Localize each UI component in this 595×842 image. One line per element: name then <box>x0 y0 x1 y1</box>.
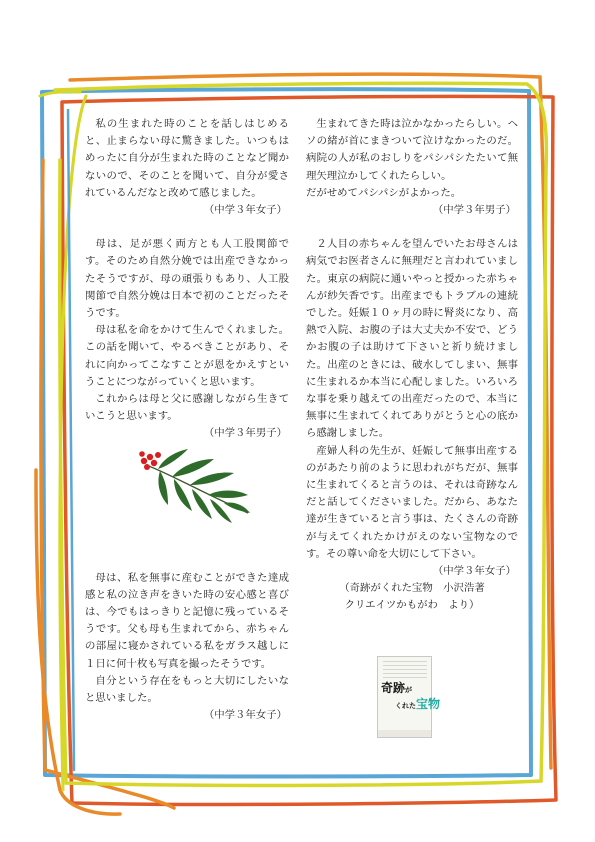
essay-paragraph: これからは母と父に感謝しながら生きていこうと思います。 <box>85 393 289 423</box>
source-citation: クリエイツかもがわ より） <box>344 599 480 612</box>
essay-paragraph: 私の生まれた時のことを話しはじめると、止まらない母に驚きました。いつもはめったに自分が生まれた時のことなど聞かないので、そのことを聞いて、自分が愛されているんだなと改めて感じました。 <box>85 118 289 199</box>
essay-paragraph: 生まれてきた時は泣かなかったらしい。ヘソの緒が首にまきついて泣けなかったのだ。病院の人が私のおしりをパシパシたたいて無理矢理泣かしてくれたらしい。 だがせめてパシパシがよかった。 <box>306 118 518 199</box>
right-column <box>306 116 518 614</box>
essay-signature: （中学３年女子） <box>203 204 287 217</box>
essay-signature: （中学３年男子） <box>432 204 516 217</box>
essay-paragraph: 産婦人科の先生が、妊娠して無事出産するのがあたり前のように思われがちだが、無事に生まれてくると言うのは、それは奇跡なんだと話してくださいました。だから、あなた達が生きていると言う事は、たくさんの奇跡が与えてくれたかけがえのない宝物なのです。その尊い命を大切にして下さい。 <box>306 444 518 560</box>
essay-signature: （中学３年女子） <box>432 565 516 578</box>
essay-paragraph: 自分という存在をもっと大切にしたいなと思いました。 <box>85 674 289 705</box>
source-citation: （奇跡がくれた宝物 小沢浩著 <box>339 582 485 595</box>
essay-paragraph: 母は私を命をかけて生んでくれました。この話を聞いて、やるべきことがあり、それに向かってこなすことが恩をかえすということにつながっていくと思います。 <box>85 324 289 388</box>
essay-signature: （中学３年男子） <box>203 427 287 440</box>
cover-text-lines <box>383 661 427 681</box>
essay-paragraph: 母は、私を無事に産むことができた達成感と私の泣き声をきいた時の安心感と喜びは、今でもはっきりと記憶に残っているそうです。父も母も生まれてから、赤ちゃんの部屋に寝かされている私をガラス越しに１日に何十枚も写真を撮ったそうです。 <box>85 571 289 670</box>
book-title-top: 奇跡が <box>381 681 413 695</box>
essay-paragraph: ２人目の赤ちゃんを望んでいたお母さんは病気でお医者さんに無理だと言われていました。東京の病院に通いやっと授かった赤ちゃんが紗矢香です。出産までもトラブルの連続でした。妊娠１０ヶ月の時に腎炎になり、高熱で入院、お腹の子は大丈夫か不安で、どうかお腹の子は助けて下さいと祈り続けました。出産のときには、破水してしまい、無事に生まれるか本当に心配しました。いろいろな事を乗り越えての出産だったので、本当に無事に生まれてくれてありがとうと心の底から感謝しました。 <box>306 238 518 440</box>
essay-signature: （中学３年女子） <box>203 709 287 722</box>
essay-paragraph: 母は、足が悪く両方とも人工股関節です。そのため自然分娩では出産できなかったそうですが、母の頑張りもあり、人工股関節で自然分娩は日本で初のことだったそうです。 <box>85 238 289 320</box>
left-column <box>85 116 289 724</box>
book-title-bottom: くれた宝物 <box>395 697 441 711</box>
nandina-branch-icon <box>138 443 254 527</box>
cover-footer <box>378 730 431 737</box>
book-cover-icon <box>377 656 441 738</box>
